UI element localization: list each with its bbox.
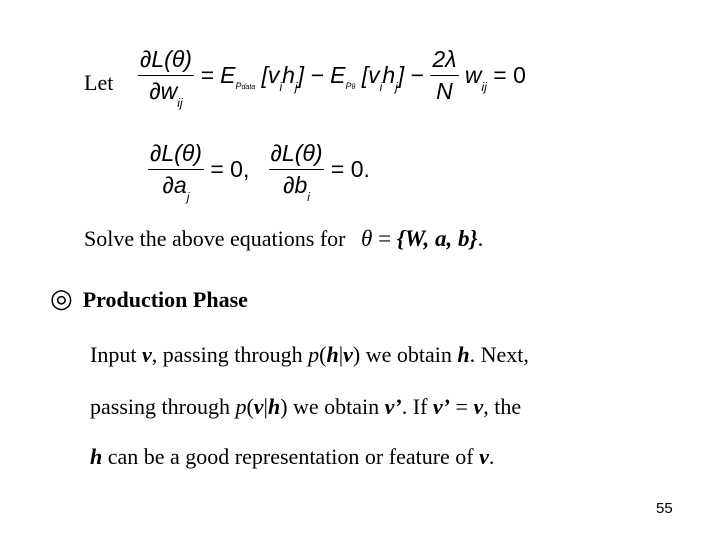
equals-zero-a: = 0,: [210, 156, 250, 182]
expectation-data-term: = $E_{Pdata}$ $[v_ih_j]$: [200, 62, 304, 94]
dl-da-fraction: [148, 140, 204, 204]
paragraph-line-2: passing through p(v|h) we obtain v’. If v’ = v, the: [90, 394, 522, 419]
section-title: Production Phase: [82, 287, 248, 312]
gradient-equations-ab: [148, 140, 370, 204]
expectation-model-term: − $E_{P\theta}$ $[v_ih_j]$: [310, 62, 405, 94]
section-heading: [50, 284, 248, 314]
paragraph-line-1: Input v, passing through p(h|v) we obtain h. Next,: [90, 342, 529, 367]
minus-sign: −: [410, 62, 424, 88]
solve-line: [84, 226, 483, 252]
double-circle-bullet-icon: ◎: [50, 284, 73, 314]
equals-zero-b: = 0.: [330, 156, 370, 182]
page-number: 55: [656, 500, 673, 517]
two-lambda: 2λ: [432, 46, 457, 72]
let-label: Let: [84, 70, 114, 95]
solve-text: Solve the above equations for: [84, 226, 346, 251]
regularization-fraction: [430, 46, 458, 105]
n-denominator: N: [430, 75, 458, 105]
gradient-equation-w: [138, 46, 526, 110]
dl-dw-fraction: [138, 46, 194, 110]
dl-db-fraction: [269, 140, 325, 204]
da-denominator: $\partial a_j$: [148, 169, 204, 199]
dl-db-numerator: ∂L(θ): [270, 140, 323, 166]
dw-denominator: $\partial w_{ij}$: [138, 75, 194, 105]
theta-set: θ = {W, a, b}.: [361, 226, 484, 251]
db-denominator: $\partial b_i$: [269, 169, 325, 199]
dl-da-numerator: ∂L(θ): [150, 140, 202, 166]
equals-zero: = 0: [493, 62, 526, 88]
weight-term: $w_{ij}$: [464, 62, 487, 94]
dl-numerator: ∂L(θ): [140, 46, 192, 72]
paragraph-line-3: h can be a good representation or feature of v.: [90, 444, 495, 469]
